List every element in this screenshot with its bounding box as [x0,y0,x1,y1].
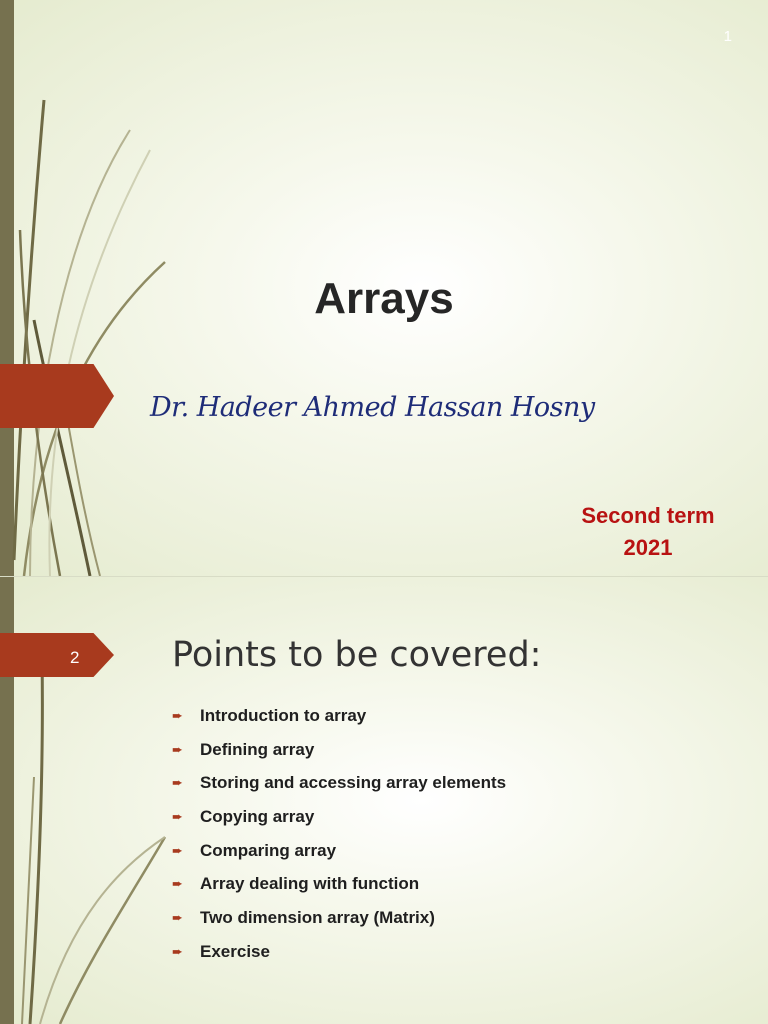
points-list [172,699,506,969]
list-item-text: Array dealing with function [200,874,420,894]
list-item-text: Exercise [200,941,270,961]
arrow-bullet-icon: ➨ [172,943,183,959]
slide-heading: Points to be covered: [172,635,542,675]
term-line-1: Second term [581,503,715,528]
arrow-bullet-icon: ➨ [172,741,183,757]
slide-2 [0,577,768,1024]
arrow-bullet-icon: ➨ [172,707,183,723]
list-item-text: Introduction to array [200,705,367,725]
list-item-text: Defining array [200,739,315,759]
author-name: Dr. Hadeer Ahmed Hassan Hosny [150,392,595,423]
list-item [172,867,506,901]
list-item-text: Two dimension array (Matrix) [200,907,435,927]
list-item-text: Copying array [200,806,315,826]
list-item [172,699,506,733]
arrow-bullet-icon: ➨ [172,876,183,892]
arrow-bullet-icon: ➨ [172,842,183,858]
arrow-bullet-icon: ➨ [172,909,183,925]
list-item [172,766,506,800]
list-item-text: Storing and accessing array elements [200,773,507,793]
arrow-bullet-icon: ➨ [172,775,183,791]
list-item [172,800,506,834]
slide-number: 2 [70,648,80,667]
slide-title: Arrays [314,274,454,323]
slide-arrow-tag [0,633,114,677]
list-item [172,733,506,767]
list-item [172,901,506,935]
term-label [548,500,748,564]
list-item [172,834,506,868]
list-item [172,935,506,969]
arrow-bullet-icon: ➨ [172,808,183,824]
list-item-text: Comparing array [200,840,337,860]
slide-number: 1 [723,28,732,45]
slide-arrow-tag [0,364,114,428]
term-line-2: 2021 [623,535,673,560]
